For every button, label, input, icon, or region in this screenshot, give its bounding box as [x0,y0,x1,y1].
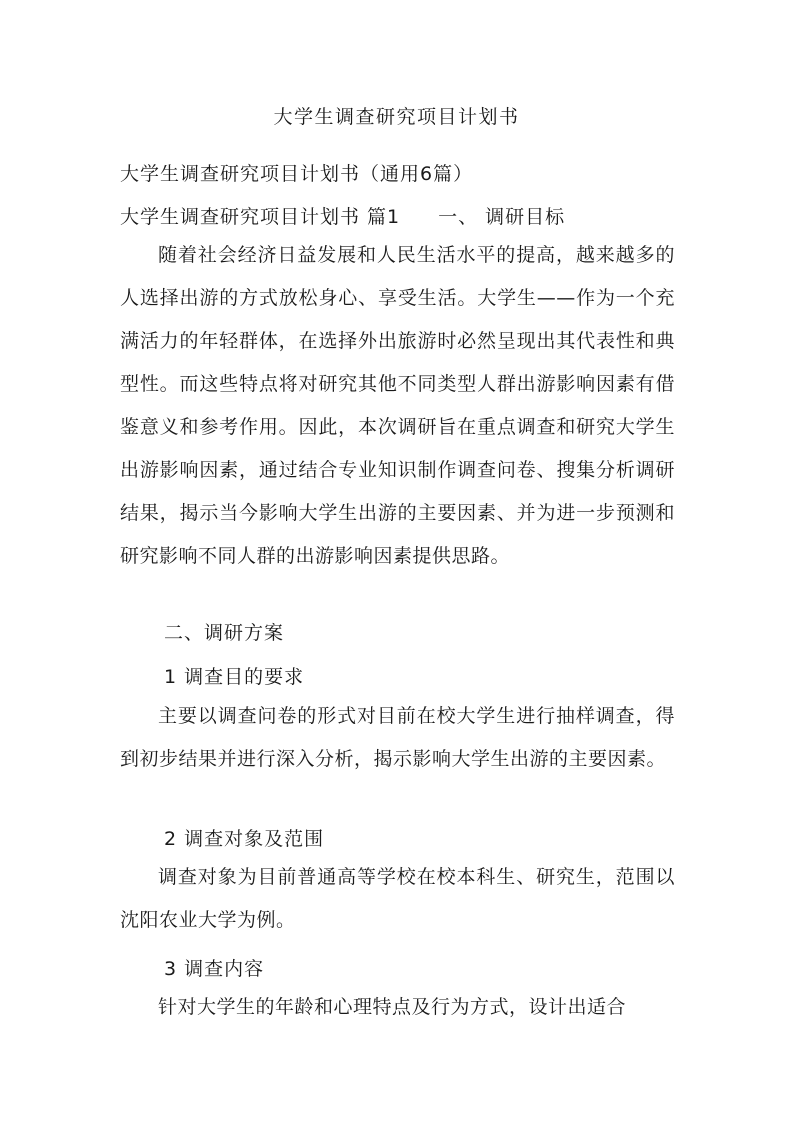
chapter-heading-row [120,204,565,230]
item3-heading: 3 调查内容 [164,958,265,980]
section2-heading: 二、调研方案 [164,622,285,644]
item1-heading: 1 调查目的要求 [164,666,305,688]
section1-paragraph: 随着社会经济日益发展和人民生活水平的提高，越来越多的人选择出游的方式放松身心、享受生活。大学生——作为一个充满活力的年轻群体，在选择外出旅游时必然呈现出其代表性和典型性。而这些特点将对研究其他不同类型人群出游影响因素有借鉴意义和参考作用。因此，本次调研旨在重点调查和研究大学生出游影响因素，通过结合专业知识制作调查问卷、搜集分析调研结果，揭示当今影响大学生出游的主要因素、并为进一步预测和研究影响不同人群的出游影响因素提供思路。 [120,244,675,567]
item1-paragraph: 主要以调查问卷的形式对目前在校大学生进行抽样调查，得到初步结果并进行深入分析，揭示影响大学生出游的主要因素。 [120,705,675,770]
item2-heading: 2 调查对象及范围 [164,828,325,850]
document-subtitle: 大学生调查研究项目计划书（通用6篇） [120,163,474,185]
section1-heading: 一、 调研目标 [438,206,566,228]
document-title: 大学生调查研究项目计划书 [273,106,520,128]
item2-paragraph: 调查对象为目前普通高等学校在校本科生、研究生，范围以沈阳农业大学为例。 [120,866,675,931]
item3-paragraph: 针对大学生的年龄和心理特点及行为方式，设计出适合 [158,996,627,1018]
chapter-heading: 大学生调查研究项目计划书 篇1 [120,206,401,228]
